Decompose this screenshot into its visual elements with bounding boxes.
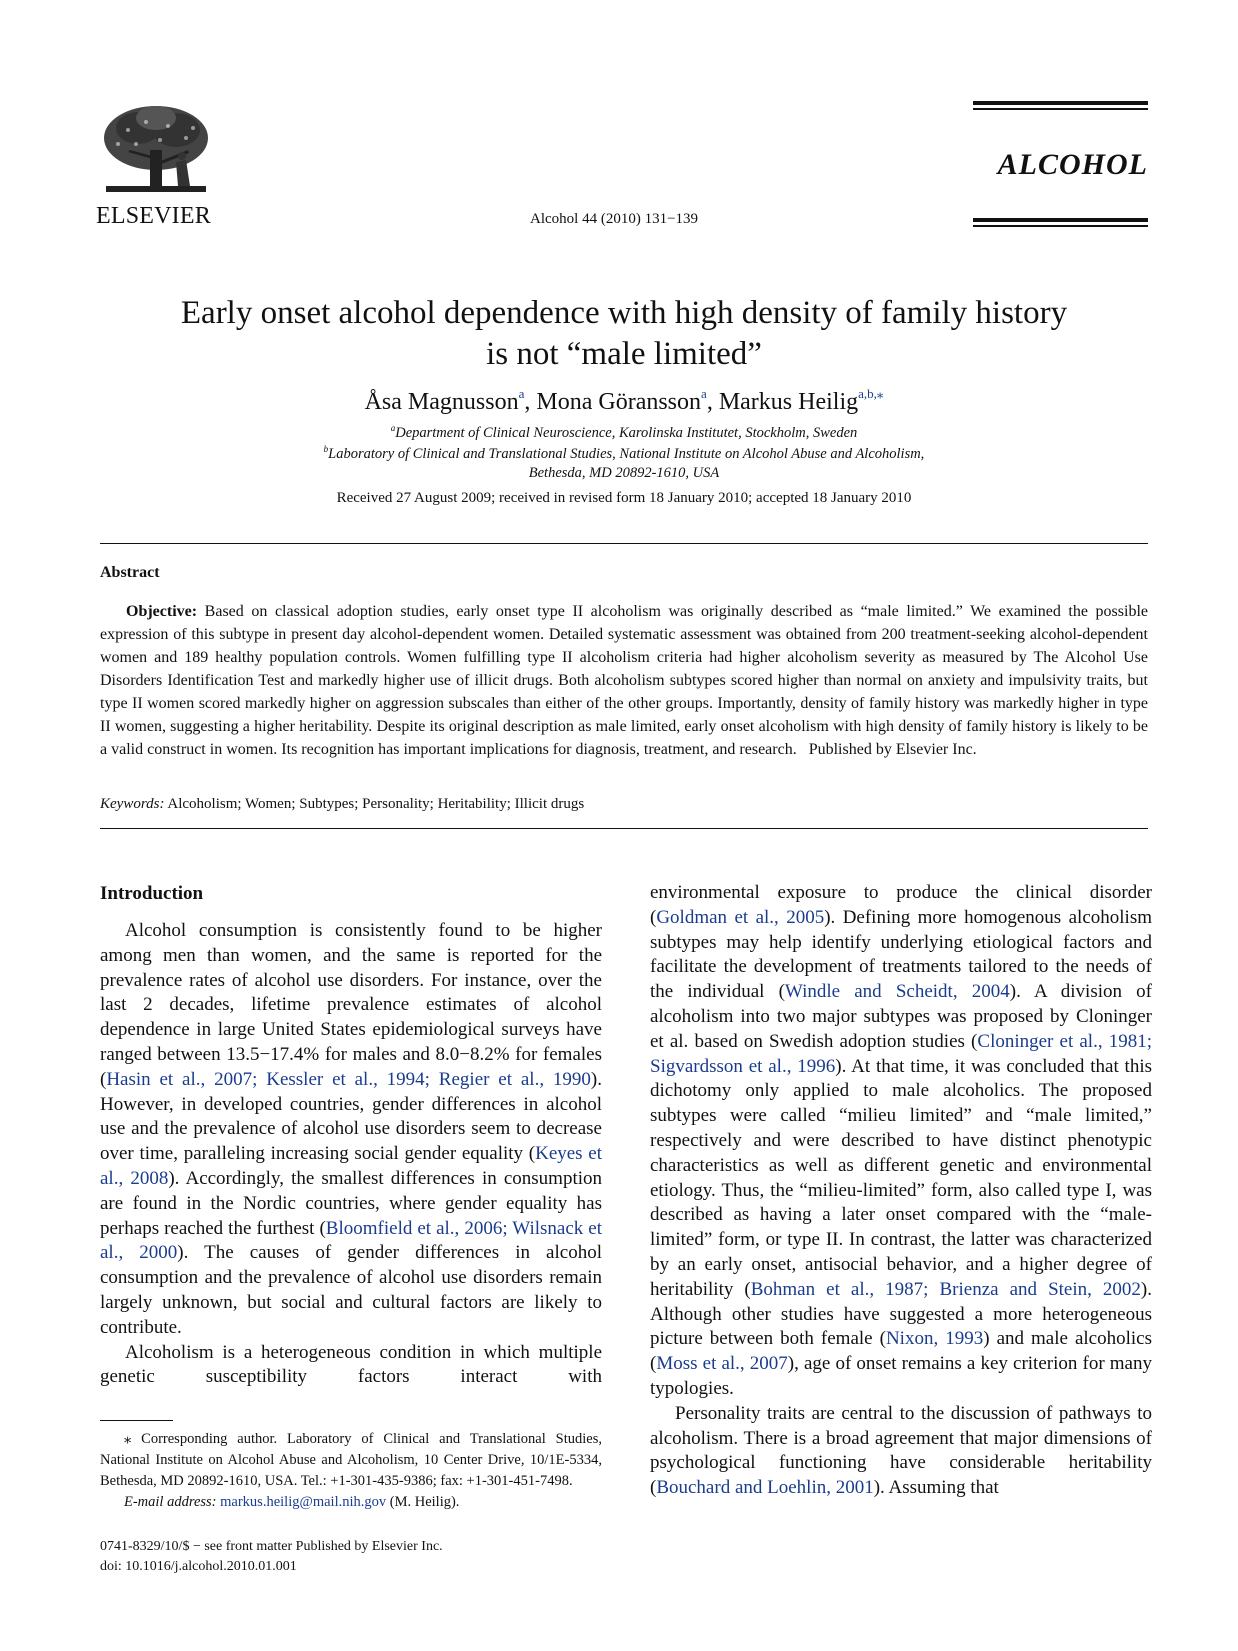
affiliation-a (100, 423, 1148, 442)
right-column (650, 881, 1152, 1501)
keywords-list: Alcoholism; Women; Subtypes; Personality; Heritability; Illicit drugs (167, 796, 585, 812)
doi-line: doi: 10.1016/j.alcohol.2010.01.001 (100, 1559, 297, 1574)
journal-citation: Alcohol 44 (2010) 131−139 (530, 211, 699, 227)
abstract-body (100, 600, 1148, 761)
citation-link[interactable]: Bouchard and Loehlin, 2001 (656, 1477, 874, 1499)
title-line-2: is not “male limited” (486, 336, 762, 372)
footnote (100, 1429, 602, 1513)
email-link[interactable]: markus.heilig@mail.nih.gov (220, 1494, 387, 1510)
abstract-top-rule (100, 543, 1148, 544)
left-column (100, 919, 602, 1390)
citation-link[interactable]: Keyes et al., 2008 (100, 1143, 602, 1189)
abstract-objective-label: Objective: (126, 603, 198, 620)
author-affiliation-marker[interactable]: a (701, 386, 707, 401)
corresponding-author-note: ⁎ Corresponding author. Laboratory of Clinical and Translational Studies, National Institute on Alcohol Abuse and Alcoholism, 10 Center Drive, 10/1E-5334, Bethesda, MD 20892-1610, USA. Tel.: +1-301-435-9386; fax: +1-301-451-7498. (100, 1431, 602, 1489)
affiliation-b (100, 444, 1148, 463)
journal-name: ALCOHOL (997, 148, 1148, 181)
citation-link[interactable]: Hasin et al., 2007; Kessler et al., 1994; Regier et al., 1990 (106, 1068, 591, 1090)
abstract-bottom-rule (100, 828, 1148, 829)
journal-rule-top (973, 101, 1148, 105)
author-list: Åsa Magnusson$^a$, Mona Göransson$^a$, Markus Heilig$^{a,b,⁎}$ (364, 386, 884, 415)
journal-rule-bottom (973, 218, 1148, 222)
affiliation-a-label: a (390, 423, 396, 433)
citation-link[interactable]: Bloomfield et al., 2006; Wilsnack et al., 2000 (100, 1217, 602, 1264)
received-dates: Received 27 August 2009; received in revised form 18 January 2010; accepted 18 January 2010 (336, 490, 912, 506)
title-line-1: Early onset alcohol dependence with high density of family history (180, 295, 1068, 331)
section-heading-introduction: Introduction (100, 883, 204, 904)
keywords-label: Keywords: (100, 796, 165, 812)
author-affiliation-marker[interactable]: a (518, 386, 525, 401)
author-affiliation-marker[interactable]: a,b,⁎ (858, 386, 884, 401)
affiliation-a-text: Department of Clinical Neuroscience, Karolinska Institutet, Stockholm, Sweden (395, 425, 858, 441)
article-title (100, 293, 1148, 375)
author-name: Åsa Magnusson (364, 389, 519, 415)
journal-rule-top-thin (973, 108, 1148, 110)
elsevier-tree-logo (98, 100, 214, 200)
email-label: E-mail address (124, 1494, 212, 1510)
intro-paragraph-1: Alcohol consumption is consistently found to be higher among men than women, and the same is reported for the prevalence rates of alcohol use disorders. For instance, over the last 2 decades, lifetime prevalence estimates of alcohol dependence in large United States epidemiological surveys have ranged between 13.5−17.4% for males and 8.0−8.2% for females (Hasin et al., 2007; Kessler et al., 1994; Regier et al., 1990). However, in developed countries, gender differences in alcohol use and the prevalence of alcohol use disorders seem to decrease over time, paralleling increasing social gender equality (Keyes et al., 2008). Accordingly, the smallest differences in consumption are found in the Nordic countries, where gender equality has perhaps reached the furthest (Bloomfield et al., 2006; Wilsnack et al., 2000). The causes of gender differences in alcohol consumption and the prevalence of alcohol use disorders remain largely unknown, but social and cultural factors are likely to contribute. (100, 920, 602, 1338)
citation-link[interactable]: Windle and Scheidt, 2004 (784, 981, 1010, 1003)
footnote-rule (100, 1420, 173, 1421)
front-matter (100, 1537, 443, 1577)
intro-paragraph-3: environmental exposure to produce the clinical disorder (Goldman et al., 2005). Defining more homogenous alcoholism subtypes may help identify underlying etiological factors and facilitate the development of treatments tailored to the needs of the individual (Windle and Scheidt, 2004). A division of alcoholism into two major subtypes was proposed by Cloninger et al. based on Swedish adoption studies (Cloninger et al., 1981; Sigvardsson et al., 1996). At that time, it was concluded that this dichotomy only applied to male alcoholics. The proposed subtypes were called “milieu limited” and “male limited,” respectively and were described to have distinct phenotypic characteristics as well as different genetic and environmental etiology. Thus, the “milieu-limited” form, also called type I, was described as having a later onset compared with the “male-limited” form, or type II. In contrast, the latter was characterized by an early onset, antisocial behavior, and a higher degree of heritability (Bohman et al., 1987; Brienza and Stein, 2002). Although other studies have suggested a more heterogeneous picture between both female (Nixon, 1993) and male alcoholics (Moss et al., 2007), age of onset remains a key criterion for many typologies. (650, 882, 1153, 1399)
affiliation-b-label: b (323, 444, 329, 454)
email-suffix: (M. Heilig). (386, 1494, 460, 1510)
abstract-published: Published by Elsevier Inc. (808, 741, 977, 758)
author-name: Markus Heilig (718, 389, 859, 415)
intro-paragraph-2: Alcoholism is a heterogeneous condition in which multiple genetic susceptibility factors interact with (100, 1341, 602, 1388)
journal-rule-bottom-thin (973, 225, 1148, 227)
author-name: Mona Göransson (536, 389, 702, 415)
citation-link[interactable]: Goldman et al., 2005 (656, 906, 825, 928)
citation-link[interactable]: Bohman et al., 1987; Brienza and Stein, 2002 (750, 1278, 1141, 1300)
affiliation-b-text-line1: Laboratory of Clinical and Translational Studies, National Institute on Alcohol Abuse and Alcoholism, (328, 446, 925, 462)
citation-link[interactable]: Cloninger et al., 1981; Sigvardsson et al., 1996 (650, 1030, 1152, 1077)
email-note: E-mail address: markus.heilig@mail.nih.gov (M. Heilig). (124, 1494, 460, 1510)
abstract-text: Based on classical adoption studies, early onset type II alcoholism was originally described as “male limited.” We examined the possible expression of this subtype in present day alcohol-dependent women. Detailed systematic assessment was obtained from 200 treatment-seeking alcohol-dependent women and 189 healthy population controls. Women fulfilling type II alcoholism criteria had higher alcoholism severity as measured by The Alcohol Use Disorders Identification Test and markedly higher use of illicit drugs. Both alcoholism subtypes scored higher than normal on anxiety and impulsivity traits, but type II women scored markedly higher on aggression subscales than either of the other groups. Importantly, density of family history was markedly higher in type II women, suggesting a higher heritability. Despite its original description as male limited, early onset alcoholism with high density of family history is likely to be a valid construct in women. Its recognition has important implications for diagnosis, treatment, and research. (100, 603, 1148, 758)
affiliation-b-line2: Bethesda, MD 20892-1610, USA (528, 465, 720, 481)
keywords (100, 796, 1148, 813)
abstract-heading: Abstract (100, 564, 160, 581)
issn-line: 0741-8329/10/$ − see front matter Published by Elsevier Inc. (100, 1539, 443, 1554)
citation-link[interactable]: Nixon, 1993 (885, 1328, 984, 1350)
publisher-name: ELSEVIER (96, 203, 211, 229)
intro-paragraph-4: Personality traits are central to the discussion of pathways to alcoholism. There is a broad agreement that major dimensions of psychological functioning have considerable heritability (Bouchard and Loehlin, 2001). Assuming that (650, 1402, 1152, 1499)
citation-link[interactable]: Moss et al., 2007 (656, 1353, 788, 1375)
